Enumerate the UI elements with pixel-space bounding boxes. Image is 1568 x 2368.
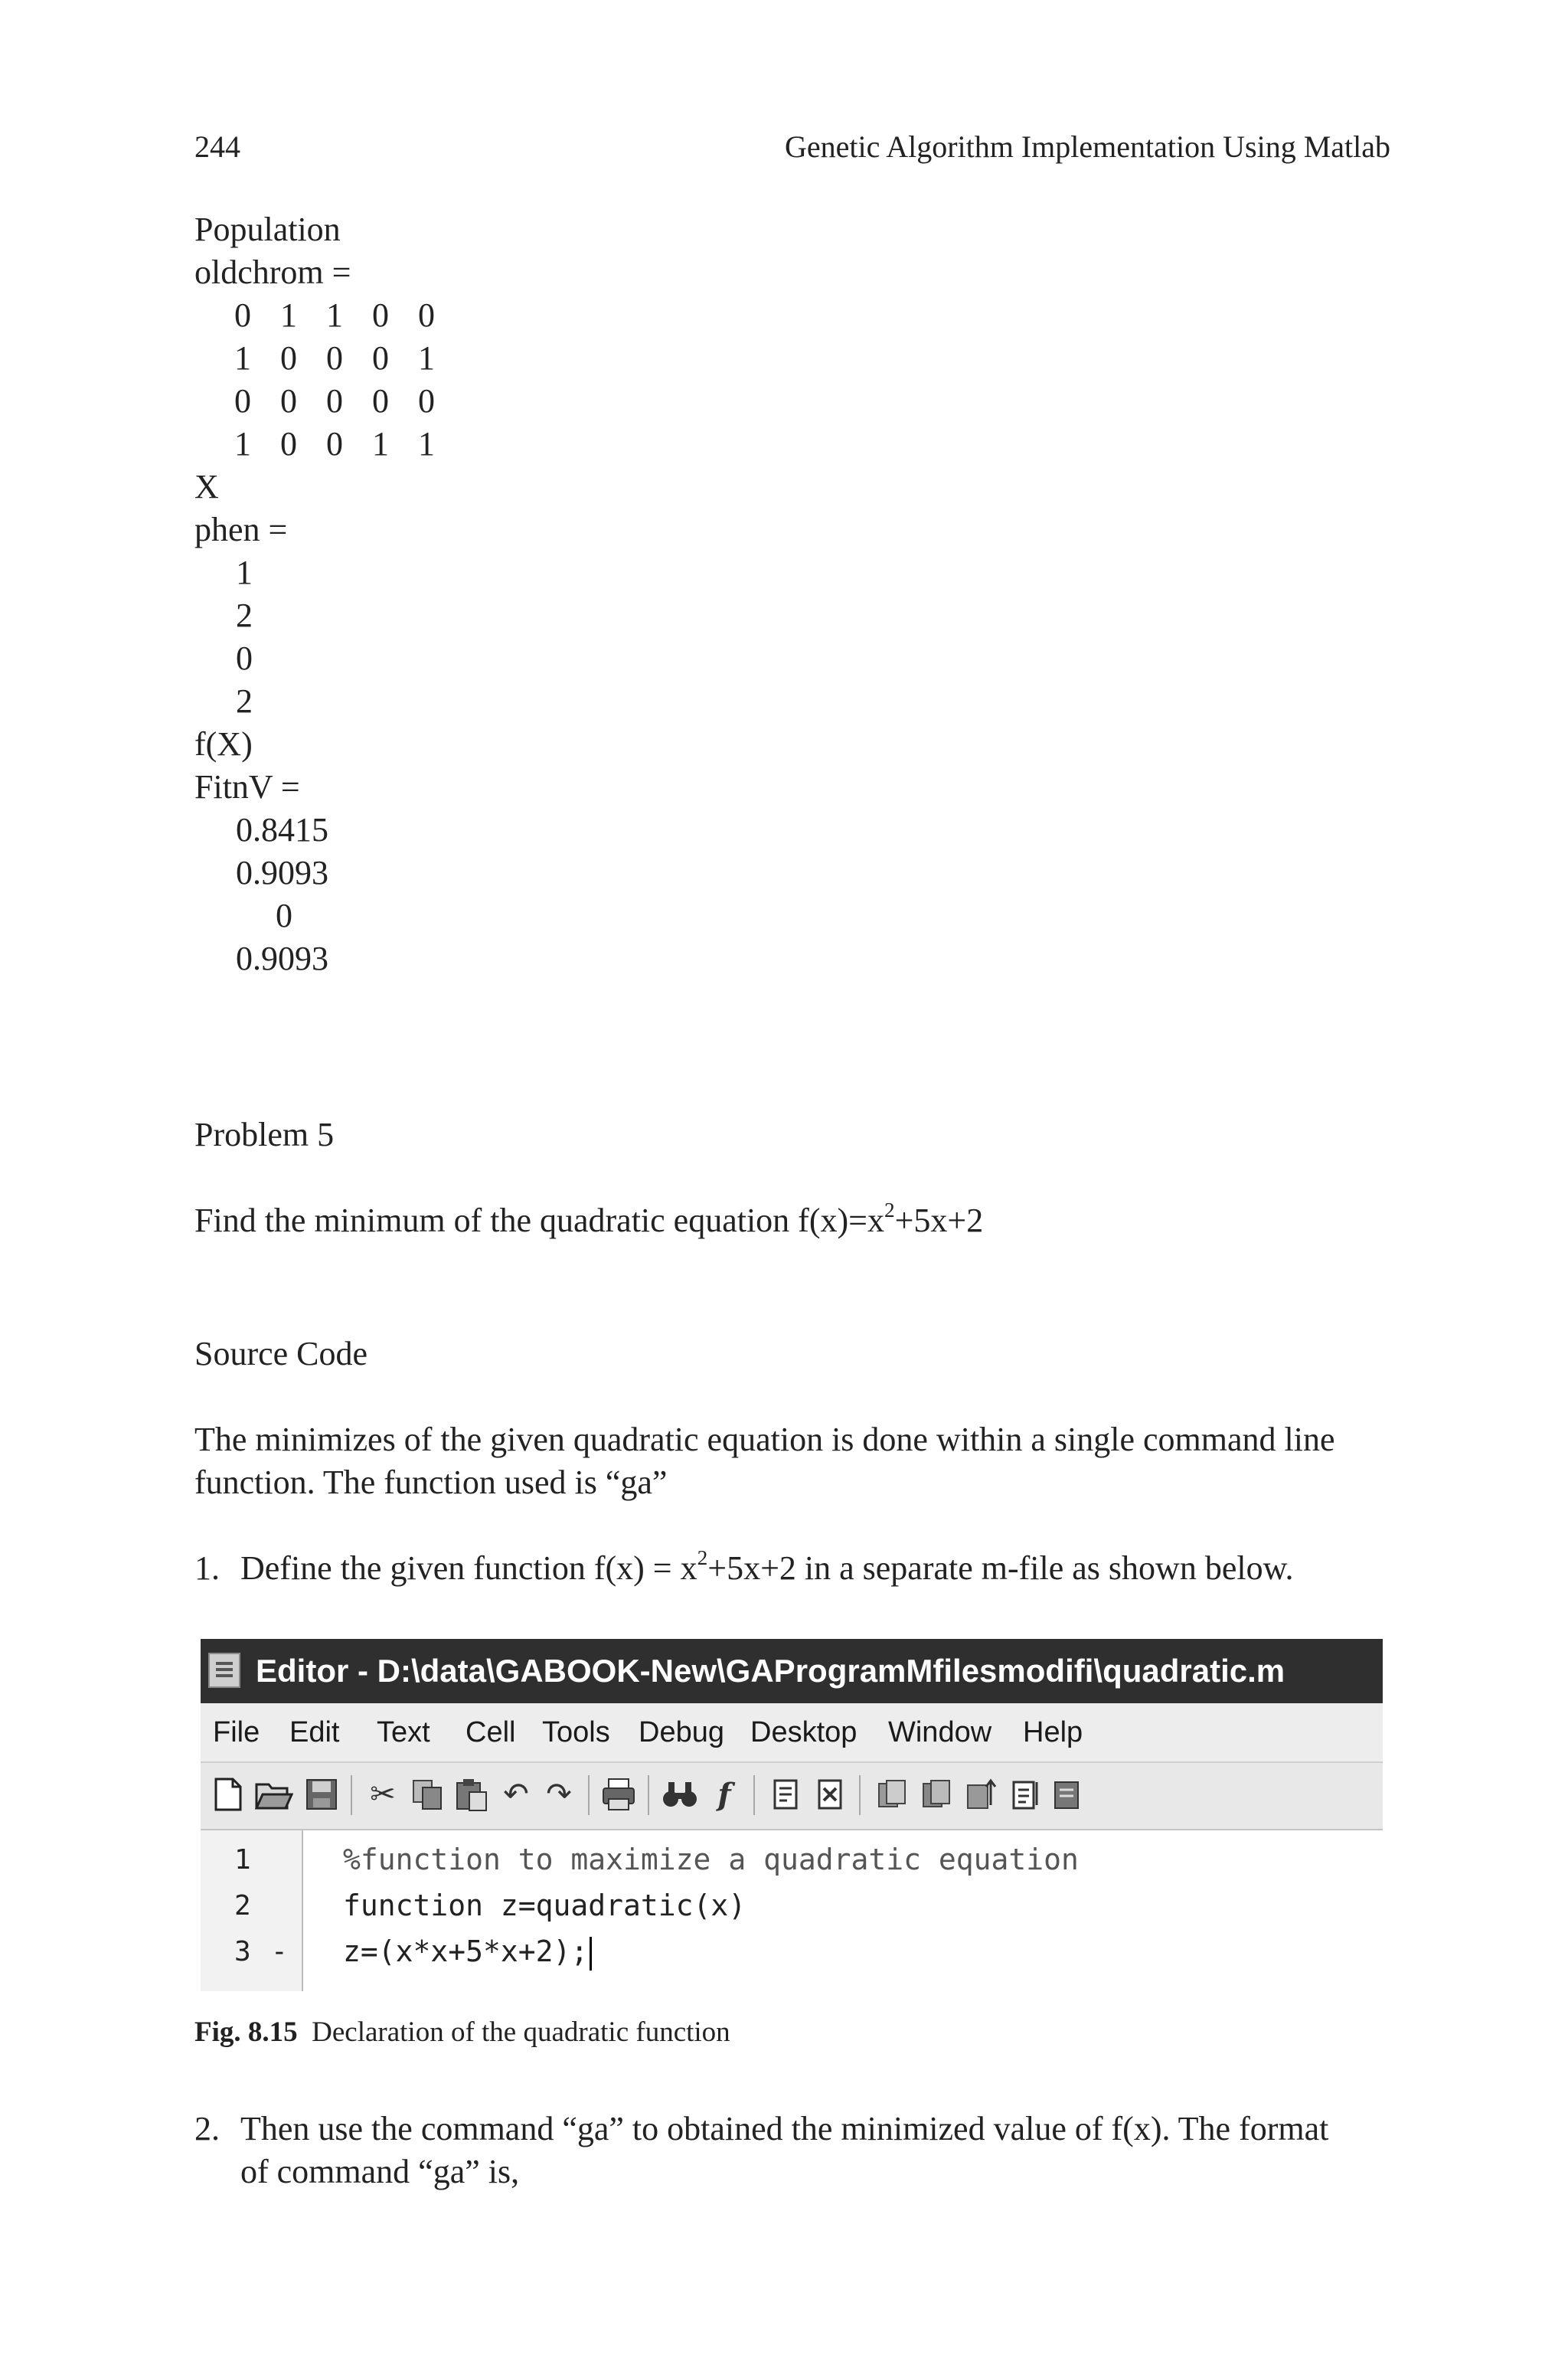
editor-title-bar (201, 1639, 1383, 1703)
matrix-cell: 0 (234, 296, 251, 334)
line-number: 2 (234, 1890, 251, 1922)
phenotype-heading: X (194, 468, 219, 505)
editor-menubar (201, 1703, 1383, 1763)
line-number-gutter (201, 1830, 303, 1991)
menu-text[interactable]: Text (377, 1716, 430, 1748)
menu-file[interactable]: File (213, 1716, 260, 1748)
editor-toolbar (201, 1763, 1383, 1830)
matrix-cell: 1 (234, 425, 251, 463)
problem-title: Problem 5 (194, 1116, 335, 1153)
page-number: 244 (194, 129, 240, 164)
step-icon[interactable] (870, 1772, 913, 1817)
phen-label: phen = (194, 511, 288, 548)
menu-window[interactable]: Window (888, 1716, 992, 1748)
phen-value: 2 (236, 682, 253, 720)
toolbar-separator (753, 1775, 755, 1815)
line-number: 1 (234, 1844, 251, 1876)
step1-text: Define the given function $f(x) = x^2+5x+2$ in a separate m-file as shown below. (240, 1545, 1294, 1587)
matrix-cell: 0 (372, 296, 389, 334)
matrix-cell: 1 (280, 296, 297, 334)
population-heading: Population (194, 211, 341, 248)
step2-number: 2. (194, 2110, 220, 2147)
open-folder-icon[interactable] (253, 1772, 296, 1817)
matrix-cell: 1 (418, 339, 435, 377)
matrix-cell: 1 (234, 339, 251, 377)
function-icon[interactable]: f (717, 1776, 731, 1813)
step-in-icon[interactable] (914, 1772, 957, 1817)
source-paragraph-line: function. The function used is “ga” (194, 1464, 668, 1501)
source-paragraph-line: The minimizes of the given quadratic equation is done within a single command line (194, 1421, 1335, 1458)
undo-icon[interactable]: ↶ (503, 1778, 529, 1811)
find-icon[interactable] (658, 1772, 701, 1817)
menu-cell[interactable]: Cell (466, 1716, 516, 1748)
phen-value: 0 (236, 639, 253, 677)
matrix-cell: 1 (372, 425, 389, 463)
source-heading: Source Code (194, 1335, 368, 1372)
toolbar-separator (859, 1775, 861, 1815)
menu-desktop[interactable]: Desktop (750, 1716, 858, 1748)
fitnv-value: 0 (276, 897, 292, 934)
matrix-cell: 0 (372, 382, 389, 420)
code-line[interactable]: %function to maximize a quadratic equation (343, 1843, 1079, 1876)
matrix-cell: 0 (280, 382, 297, 420)
menu-edit[interactable]: Edit (289, 1716, 340, 1748)
matrix-cell: 0 (326, 339, 343, 377)
code-line[interactable]: function z=quadratic(x) (343, 1889, 746, 1922)
phen-value: 2 (236, 597, 253, 634)
menu-tools[interactable]: Tools (542, 1716, 610, 1748)
continue-icon[interactable] (1003, 1772, 1046, 1817)
problem-statement: Find the minimum of the quadratic equation $f(x)=x^2+5x+2$ (194, 1198, 984, 1239)
exit-debug-icon[interactable] (1046, 1772, 1089, 1817)
editor-app-icon (208, 1653, 240, 1688)
new-file-icon[interactable] (207, 1772, 250, 1817)
step2-text-line: of command “ga” is, (240, 2153, 520, 2190)
matrix-cell: 0 (280, 425, 297, 463)
matrix-cell: 1 (418, 425, 435, 463)
print-icon[interactable] (597, 1772, 640, 1817)
cut-icon[interactable]: ✂ (370, 1778, 396, 1811)
figure-label: Fig. 8.15 (194, 2016, 298, 2048)
matrix-cell: 0 (418, 382, 435, 420)
matrix-cell: 0 (372, 339, 389, 377)
text-cursor (590, 1937, 592, 1971)
matrix-cell: 0 (280, 339, 297, 377)
step2-text-line: Then use the command “ga” to obtained the minimized value of f(x). The format (240, 2110, 1329, 2147)
save-icon[interactable] (300, 1772, 343, 1817)
phen-value: 1 (236, 554, 253, 591)
matrix-cell: 0 (326, 382, 343, 420)
clear-breakpoints-icon[interactable] (808, 1772, 851, 1817)
breakpoint-marker[interactable]: - (271, 1936, 288, 1967)
copy-icon[interactable] (406, 1772, 449, 1817)
matrix-row (234, 380, 464, 423)
menu-debug[interactable]: Debug (639, 1716, 724, 1748)
matrix-cell: 0 (418, 296, 435, 334)
code-line[interactable]: z=(x*x+5*x+2); (343, 1935, 592, 1971)
redo-icon[interactable]: ↷ (546, 1778, 572, 1811)
show-function-icon[interactable] (764, 1772, 807, 1817)
editor-title: Editor - D:\data\GABOOK-New\GAProgramMfilesmodifi\quadratic.m (256, 1653, 1285, 1689)
editor-screenshot (201, 1639, 1383, 1991)
running-title: Genetic Algorithm Implementation Using Matlab (785, 129, 1390, 164)
matrix-cell: 0 (234, 382, 251, 420)
paste-icon[interactable] (450, 1772, 493, 1817)
fitness-heading: f(X) (194, 725, 253, 763)
fitnv-label: FitnV = (194, 768, 300, 806)
figure-caption (194, 2016, 730, 2049)
fitnv-value: 0.8415 (236, 811, 328, 849)
matrix-row (234, 294, 464, 337)
toolbar-separator (588, 1775, 590, 1815)
matrix-row (234, 423, 464, 466)
oldchrom-label: oldchrom = (194, 253, 351, 291)
line-number: 3 (234, 1936, 251, 1967)
figure-caption-text: Declaration of the quadratic function (312, 2016, 730, 2048)
toolbar-separator (351, 1775, 352, 1815)
toolbar-separator (648, 1775, 649, 1815)
matrix-cell: 1 (326, 296, 343, 334)
step-out-icon[interactable] (959, 1772, 1001, 1817)
menu-help[interactable]: Help (1023, 1716, 1083, 1748)
step1-number: 1. (194, 1549, 220, 1587)
matrix-cell: 0 (326, 425, 343, 463)
fitnv-value: 0.9093 (236, 940, 328, 977)
fitnv-value: 0.9093 (236, 854, 328, 891)
matrix-row (234, 337, 464, 380)
